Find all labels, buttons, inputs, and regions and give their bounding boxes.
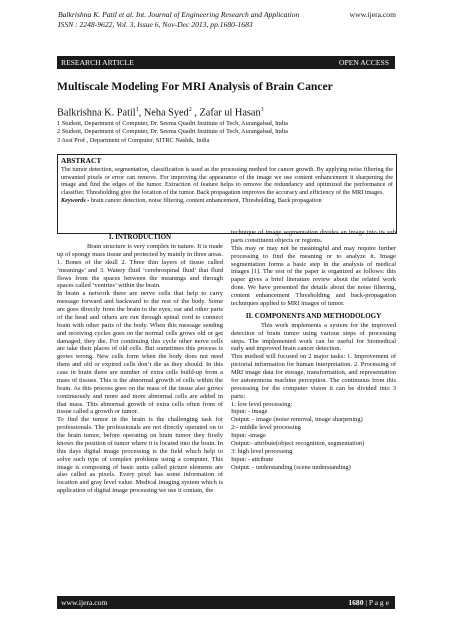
abstract-text: The tumor detection, segmentation, classification is used as the processing method for cancer growth. By applying noise filtering the unwanted pixels or error can remove. For improving the appearance of the image we use content enhancement it sharpening the image and find the edges of the tumor. Extraction of feature helps to remove the redundancy and optimized the performance of classifier. Thresholding give the location of the tumor. Back propagation improves the accuracy and efficiency of the MRI images. <box>61 165 393 197</box>
affiliation-line: 1 Student, Department of Computer, Dr. Seema Quadri Institute of Tech, Aurangabad, India <box>57 120 288 127</box>
journal-citation: Balkrishna K. Patil et al. Int. Journal of Engineering Research and Application <box>58 10 300 19</box>
author-name: Zafar ul Hasan <box>199 107 261 119</box>
author-name: Neha Syed <box>143 107 189 119</box>
section-heading-introduction: I. INTRODUCTION <box>108 233 172 241</box>
list-item: 3: high level processing <box>231 447 293 455</box>
processing-level-list <box>231 401 396 472</box>
list-item: Output: - image (noise removal, image sharpening) <box>231 416 363 424</box>
list-item: 2:- middle level processing <box>231 424 301 432</box>
body-paragraph: This work implements a system for the improved detection of brain tumor using various steps of processing steps. The implemented work can be useful for biomedical early and improved brain cancer detection. <box>231 321 396 353</box>
body-paragraph: To find the tumor in the brain is the challenging task for professionals. The professionals are not directly operated on to the brain tumor, before operating on brain tumor they firstly knows the position of tumor where it is located into the brain. In this days digital image processing is the field which help to solve such type of complex problems using a computer. This image is composing of basic units called picture elements are also called as pixels. Every pixel has some information of location and gray level value. Medical imaging system which is application of digital image processing we use it contain, the <box>57 416 223 495</box>
running-header <box>58 10 396 29</box>
page-footer <box>57 596 395 609</box>
body-paragraph: Brain structure is very complex in nature. It is made up of spongy mass tissue and protected by mainly in three areas. 1. Bones of the skull 2. Three thin layers of tissue called ‘meanings’ and 3. Watery fluid ‘cerebrospinal fluid’ that fluid flows from the spaces between the meanings and through spaces called ‘ventries’ within the brain. <box>57 243 223 290</box>
page-number-value: 1680 <box>348 598 364 607</box>
author-name: Balkrishna K. Patil <box>57 107 136 119</box>
body-paragraph: This method will focused on 2 major tasks: 1. Improvement of pictorial information for human interpretation. 2. Processing of MRI image data for storage, transformation, and representation for autonomous machine perception. The continuous from this processing for the computer vision it can be divided into 3 parts: <box>231 353 396 400</box>
paper-title: Multiscale Modeling For MRI Analysis of Brain Cancer <box>57 80 333 93</box>
author-affiliation-mark: 1 <box>135 107 139 113</box>
affiliations <box>57 120 397 145</box>
research-article-label: RESEARCH ARTICLE <box>61 58 134 67</box>
list-item: Output: - understanding (scene understanding) <box>231 463 351 471</box>
section-heading-methodology: II. COMPONENTS AND METHODOLOGY <box>245 311 382 320</box>
abstract-box <box>57 154 397 234</box>
author-affiliation-mark: 2 <box>188 107 192 113</box>
page-label: | P a g e <box>365 598 389 607</box>
body-paragraph: This may or may not be meaningful and may require further processing to find the meaning or to analyze it. Image segmentation forms a basic step in the analysis of medical images [1]. The rest of the paper is organized as follows: this paper gives a brief literature review about the related work done. We have presented the details about the noise filtering, content enhancement Thresholding and back-propagation techniques applied to MRI images of tumor. <box>231 244 396 307</box>
affiliation-line: 3 Asst Prof , Department of Computer, SITRC Nashik, India <box>57 136 210 144</box>
author-affiliation-mark: 3 <box>260 107 264 113</box>
right-column <box>231 229 396 471</box>
body-paragraph: technique of image segmentation divides an image into its sub parts constituent objects or regions. <box>231 229 396 244</box>
list-item: Input: - image <box>231 408 268 416</box>
footer-site-link[interactable]: www.ijera.com <box>61 598 108 607</box>
list-item: Input: - attribute <box>231 455 274 463</box>
header-site-link[interactable]: www.ijera.com <box>349 10 396 19</box>
affiliation-line: 2 Student, Department of Computer, Dr. Seema Quadri Institute of Tech, Aurangabad, India <box>57 128 288 136</box>
issn-line: ISSN : 2248-9622, Vol. 3, Issue 6, Nov-Dec 2013, pp.1680-1683 <box>58 19 253 29</box>
list-item: Input: -image <box>231 432 266 439</box>
author-list: Balkrishna K. Patil$^1$, Neha Syed$^2$ , Zafar ul Hasan$^3$ <box>57 107 264 119</box>
keywords-line <box>61 197 393 205</box>
list-item: Output:- attribute(object recognition, segmentation) <box>231 439 365 447</box>
keywords-label: Keywords - <box>61 197 90 205</box>
keywords-text: brain cancer detection, noise filtering, content enhancement, Thresholding, Back propagation <box>90 197 322 205</box>
left-column <box>57 229 223 495</box>
page-number <box>348 596 389 609</box>
body-paragraph: In brain a network there are nerve cells that help to carry message forward and backward to the rest of the body. Some are goes directly from the brain to the eyes; ear and other parts of the head and others are run through spinal cord to connect brain with other parts of the body. When this message sending and receiving cycles goes on the normal cells grows old or get damaged, they die. For continuing this cycle other nerve cells are take their places of old cells. But sometimes this process is grows wrong. New cells form when the body does not need them and old or expired cells don’t die as they should. In this case in brain there are number of extra cells build-up from a mass of tissues. This is the abnormal growth of cells within the brain. As this process goes on the mass of the tissue also grows continuously and more and more abnormal cells are added in that mass. This abnormal growth of extra cells often from of tissue called a growth or tumor. <box>57 290 223 416</box>
list-item: 1: low level processing: <box>231 400 293 408</box>
article-type-band <box>57 56 395 69</box>
abstract-heading: ABSTRACT <box>61 156 102 165</box>
open-access-label: OPEN ACCESS <box>338 58 389 67</box>
